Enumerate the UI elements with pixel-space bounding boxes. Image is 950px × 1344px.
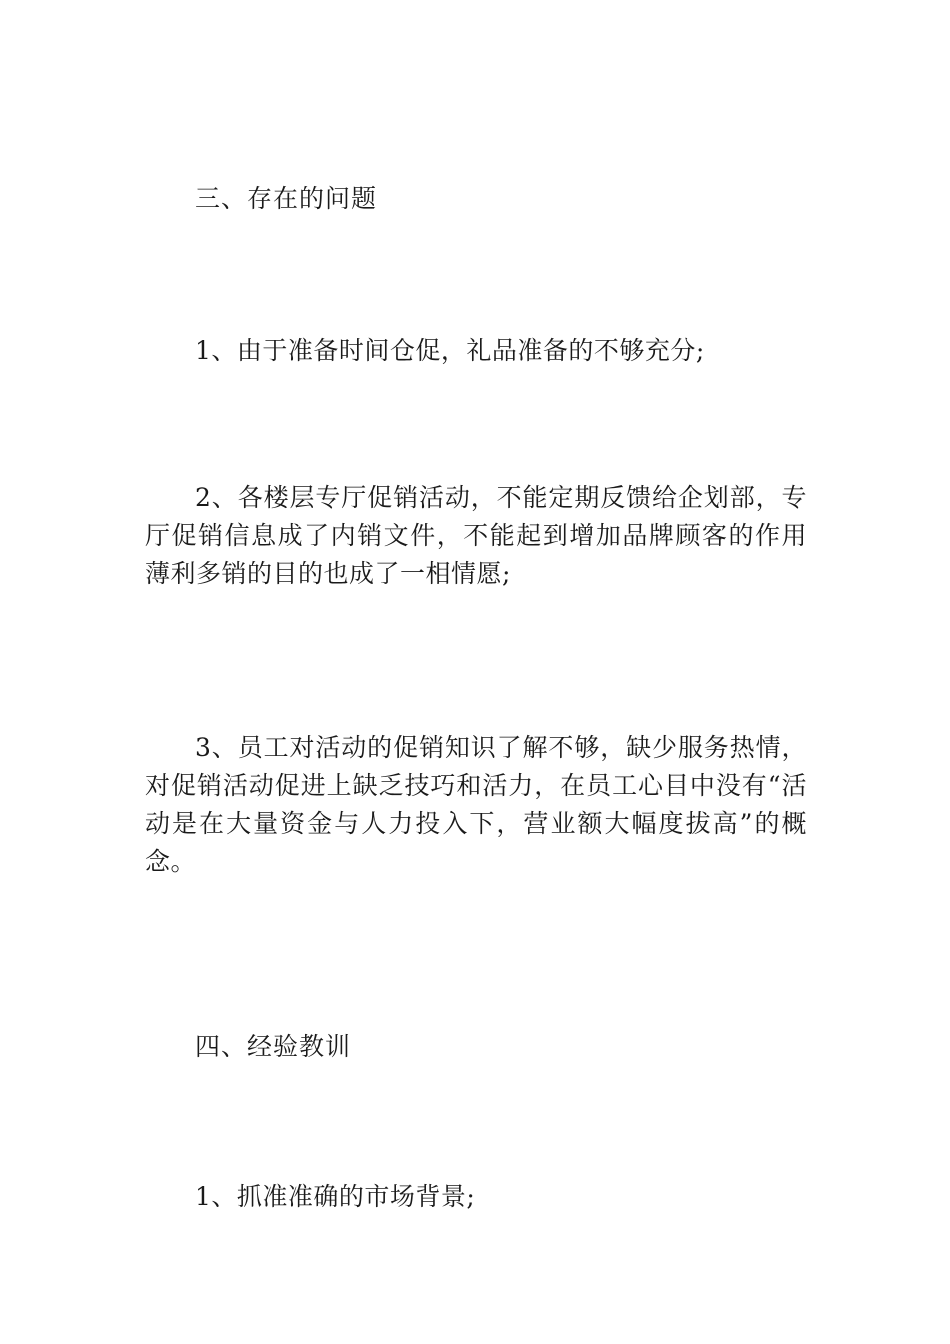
section-heading-problems: 三、存在的问题 <box>195 184 378 213</box>
problem-item-1: 1、由于准备时间仓促，礼品准备的不够充分; <box>195 336 705 365</box>
lesson-item-1: 1、抓准准确的市场背景; <box>195 1182 476 1211</box>
problem-item-2: 2、各楼层专厅促销活动，不能定期反馈给企划部，专厅促销信息成了内销文件，不能起到增加品牌顾客的作用薄利多销的目的也成了一相情愿; <box>145 483 807 588</box>
problem-item-3: 3、员工对活动的促销知识了解不够，缺少服务热情，对促销活动促进上缺乏技巧和活力，在员工心目中没有“活动是在大量资金与人力投入下，营业额大幅度拔高”的概念。 <box>145 733 807 876</box>
section-heading-lessons: 四、经验教训 <box>195 1032 352 1061</box>
